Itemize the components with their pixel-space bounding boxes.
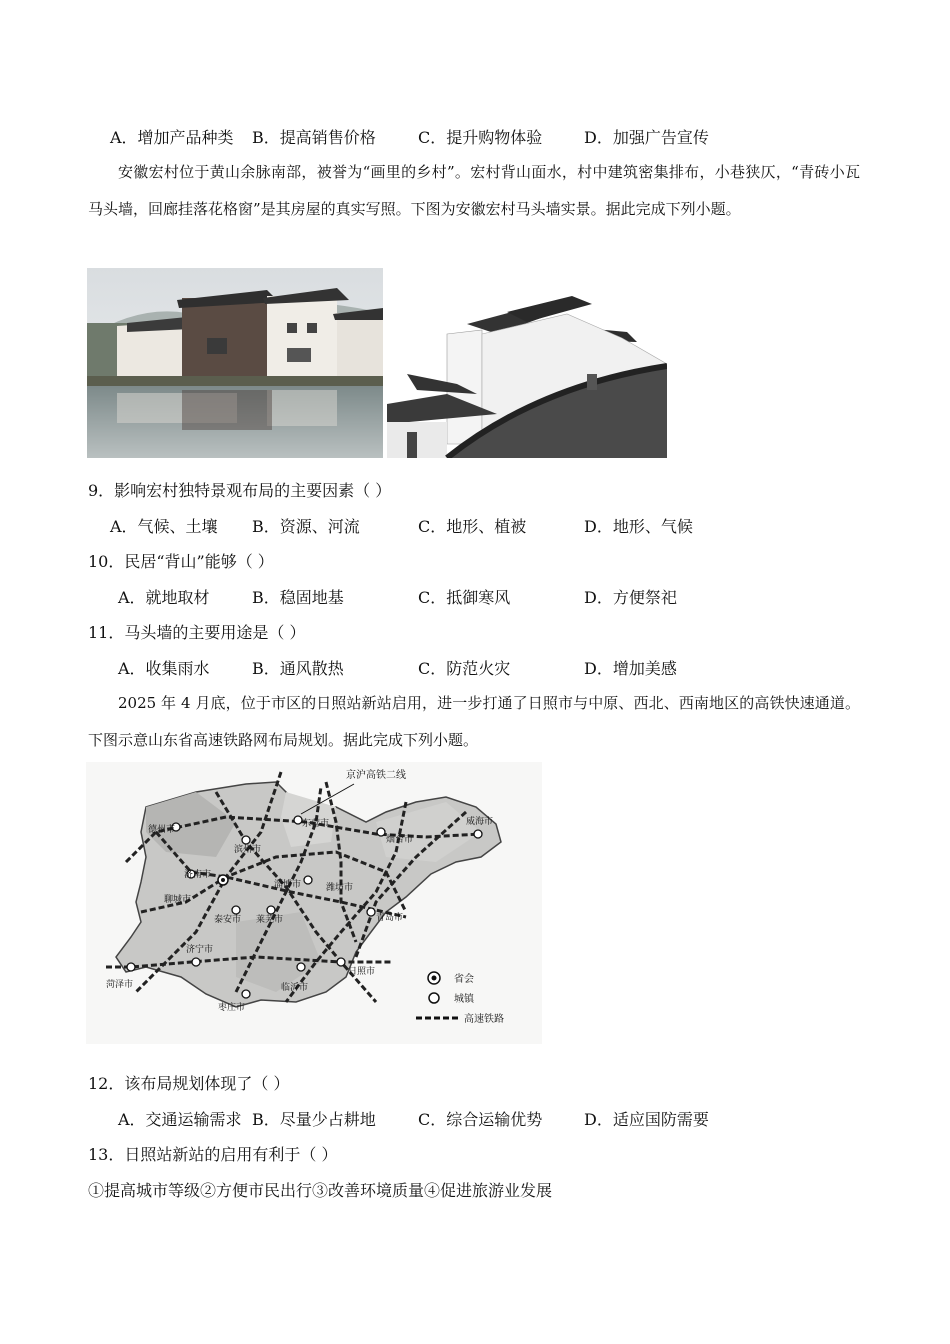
q8-option-a: A．增加产品种类 bbox=[110, 128, 234, 147]
q11-option-d: D．增加美感 bbox=[584, 659, 677, 678]
q9-option-d: D．地形、气候 bbox=[584, 517, 693, 536]
q12-option-d: D．适应国防需要 bbox=[584, 1110, 709, 1129]
q9-option-b: B．资源、河流 bbox=[252, 517, 360, 536]
legend-rail: 高速铁路 bbox=[464, 1014, 504, 1025]
q12-option-a: A．交通运输需求 bbox=[118, 1110, 242, 1129]
q10-option-c: C．抵御寒风 bbox=[418, 588, 511, 607]
q9-stem: 9．影响宏村独特景观布局的主要因素（ ） bbox=[88, 481, 392, 500]
q9-option-c: C．地形、植被 bbox=[418, 517, 527, 536]
q12-option-b: B．尽量少占耕地 bbox=[252, 1110, 376, 1129]
q12-stem: 12．该布局规划体现了（ ） bbox=[88, 1074, 290, 1093]
shandong-rail-map bbox=[86, 762, 542, 1044]
q10-option-a: A．就地取材 bbox=[118, 588, 210, 607]
q11-option-a: A．收集雨水 bbox=[118, 659, 210, 678]
q8-option-c: C．提升购物体验 bbox=[418, 128, 543, 147]
passage-rizhao: 2025 年 4 月底，位于市区的日照站新站启用，进一步打通了日照市与中原、西北、西南地区的高铁快速通道。下图示意山东省高速铁路网布局规划。据此完成下列小题。 bbox=[88, 694, 860, 749]
q8-option-d: D．加强广告宣传 bbox=[584, 128, 709, 147]
city-label: 威海市 bbox=[466, 817, 494, 827]
hongcun-village-photo bbox=[87, 268, 383, 458]
city-label: 枣庄市 bbox=[218, 1003, 246, 1013]
q8-option-b: B．提高销售价格 bbox=[252, 128, 376, 147]
passage-hongcun: 安徽宏村位于黄山余脉南部，被誉为“画里的乡村”。宏村背山面水，村中建筑密集排布，小巷狭仄，“青砖小瓦马头墙，回廊挂落花格窗”是其房屋的真实写照。下图为安徽宏村马头墙实景。据此完成下列小题。 bbox=[88, 163, 860, 218]
city-label: 潍坊市 bbox=[326, 883, 354, 893]
q12-option-c: C．综合运输优势 bbox=[418, 1110, 543, 1129]
city-label: 滨州市 bbox=[234, 845, 262, 855]
city-label: 烟台市 bbox=[386, 835, 414, 845]
q11-option-b: B．通风散热 bbox=[252, 659, 344, 678]
q11-stem: 11．马头墙的主要用途是（ ） bbox=[88, 623, 306, 642]
city-label: 临沂市 bbox=[281, 983, 309, 993]
city-label: 淄博市 bbox=[274, 880, 302, 890]
city-label: 德州市 bbox=[148, 825, 176, 835]
city-label: 东营市 bbox=[302, 819, 330, 829]
city-label: 济南市 bbox=[184, 870, 212, 880]
q9-option-a: A．气候、土壤 bbox=[110, 517, 218, 536]
legend-town: 城镇 bbox=[454, 994, 474, 1005]
q11-option-c: C．防范火灾 bbox=[418, 659, 511, 678]
q10-option-b: B．稳固地基 bbox=[252, 588, 344, 607]
city-label: 青岛市 bbox=[376, 913, 404, 923]
city-label: 聊城市 bbox=[164, 895, 192, 905]
city-label: 济宁市 bbox=[186, 945, 214, 955]
q13-stem: 13．日照站新站的启用有利于（ ） bbox=[88, 1145, 338, 1164]
q13-items: ①提高城市等级②方便市民出行③改善环境质量④促进旅游业发展 bbox=[88, 1181, 553, 1200]
legend-capital: 省会 bbox=[454, 974, 474, 985]
city-label: 菏泽市 bbox=[106, 980, 134, 990]
city-label: 泰安市 bbox=[214, 915, 242, 925]
q10-option-d: D．方便祭祀 bbox=[584, 588, 677, 607]
q10-stem: 10．民居“背山”能够（ ） bbox=[88, 552, 274, 571]
rail-label: 京沪高铁二线 bbox=[346, 770, 406, 781]
city-label: 莱芜市 bbox=[256, 915, 284, 925]
horse-head-wall-photo bbox=[387, 294, 667, 458]
city-label: 日照市 bbox=[348, 967, 376, 977]
